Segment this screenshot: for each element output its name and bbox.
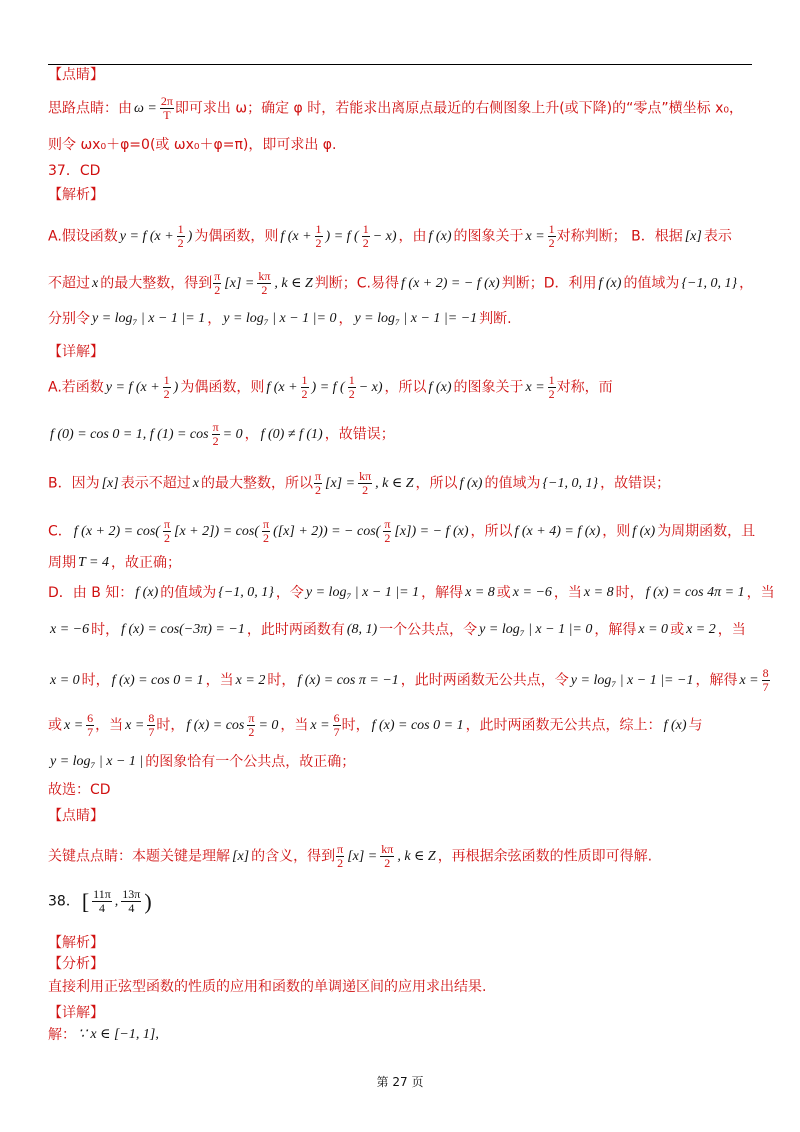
xiangjie-D-line-5: y = log₇ | x − 1 | 的图象恰有一个公共点，故正确； xyxy=(50,754,356,770)
key-point-line: 关键点点睛：本题关键是理解 [x] 的含义，得到 $\frac{\pi}{2}$ [x] = $\frac{k\pi}{2}$ , k ∈ Z ，再根据余弦函数的性质即可得解. xyxy=(48,842,653,870)
analysis-38: 直接利用正弦型函数的性质的应用和函数的单调递区间的应用求出结果. xyxy=(48,979,487,995)
question-37-number: 37．CD xyxy=(48,163,101,179)
xiangjie-D-line-1: D．由 B 知： f (x) 的值域为 {−1, 0, 1} ，令 y = log₇ | x − 1 |= 1 ，解得 x = 8 或 x = −6 ，当 x = 8 时， f (x) = cos 4π = 1 ，当 xyxy=(48,585,775,601)
heading-xiangjie-38: 【详解】 xyxy=(48,1005,104,1021)
hint-text: 思路点睛：由 xyxy=(48,100,132,117)
hint-line-1 xyxy=(48,95,743,122)
xiangjie-C-line: C． f (x + 2) = cos( $\frac{\pi}{2}$ [x + 2]) = cos( $\frac{\pi}{2}$ ([x] + 2)) = − cos( $\frac{\pi}{2}$ [x]) = − f (x) ，所以 f (x + 4) = f (x) ，则 f (x) 为周期函数，且 xyxy=(48,517,756,545)
frac-2pi-T: $\frac{2\pi}{T}$ xyxy=(160,94,173,122)
solution-38: 解： ∵ x ∈ [−1, 1], xyxy=(48,1027,159,1043)
frac-half: $\frac{1}{2}$ xyxy=(177,222,184,250)
heading-fenxi: 【分析】 xyxy=(48,956,104,972)
jiexi-line-3: 分别令 y = log₇ | x − 1 |= 1 ， y = log₇ | x − 1 |= 0 ， y = log₇ | x − 1 |= −1 判断. xyxy=(48,311,512,327)
page-footer: 第 27 页 xyxy=(376,1075,424,1089)
xiangjie-A-line-2: f (0) = cos 0 = 1, f (1) = cos $\frac{\pi}{2}$ = 0 ， f (0) ≠ f (1) ，故错误； xyxy=(50,420,395,448)
heading-dianjing-2: 【点睛】 xyxy=(48,808,104,824)
xiangjie-C-line-2: 周期 T = 4 ，故正确； xyxy=(48,555,181,571)
omega-formula: ω = xyxy=(134,100,157,116)
answer-37: 故选：CD xyxy=(48,782,111,798)
heading-jiexi: 【解析】 xyxy=(48,187,104,203)
jiexi-line-1: A.假设函数 y = f (x + $\frac{1}{2}$ ) 为偶函数，则 f (x + $\frac{1}{2}$ ) = f ( $\frac{1}{2}$ − x) ，由 f (x) 的图象关于 x = $\frac{1}{2}$ 对称判断； B．根据 [x] 表示 xyxy=(48,222,732,250)
xiangjie-A-line: A.若函数 y = f (x + $\frac{1}{2}$ ) 为偶函数，则 f (x + $\frac{1}{2}$ ) = f ( $\frac{1}{2}$ − x) ，所以 f (x) 的图象关于 x = $\frac{1}{2}$ 对称，而 xyxy=(48,373,613,401)
question-38-number: 38． xyxy=(48,893,80,910)
question-38-answer: 38．[ $\frac{11\pi}{4}$ , $\frac{13\pi}{4}$ ) xyxy=(48,887,152,915)
heading-jiexi-38: 【解析】 xyxy=(48,935,104,951)
xiangjie-D-line-4: 或 x = $\frac{6}{7}$ ，当 x = $\frac{8}{7}$ 时， f (x) = cos $\frac{\pi}{2}$ = 0 ，当 x = $\frac{6}{7}$ 时， f (x) = cos 0 = 1 ，此时两函数无公共点，综上： f (x) 与 xyxy=(48,711,703,739)
heading-xiangjie: 【详解】 xyxy=(48,344,104,360)
xiangjie-B-line: B．因为 [x] 表示不超过 x 的最大整数，所以 $\frac{\pi}{2}$ [x] = $\frac{k\pi}{2}$ , k ∈ Z ，所以 f (x) 的值域为 {−1, 0, 1} ，故错误； xyxy=(48,469,671,497)
heading-dianjing: 【点睛】 xyxy=(48,67,104,83)
hint-text: 即可求出 ω；确定 φ 时，若能求出离原点最近的右侧图象上升(或下降)的“零点”横坐标 x₀， xyxy=(174,100,743,117)
jiexi-line-2: 不超过 x 的最大整数，得到 $\frac{\pi}{2}$ [x] = $\frac{k\pi}{2}$ , k ∈ Z 判断；C.易得 f (x + 2) = − f (x) 判断；D．利用 f (x) 的值域为 {−1, 0, 1} ， xyxy=(48,269,754,297)
top-rule xyxy=(48,64,752,65)
hint-line-2: 则令 ωx₀＋φ=0(或 ωx₀＋φ=π)，即可求出 φ. xyxy=(48,137,337,153)
xiangjie-D-line-3: x = 0 时， f (x) = cos 0 = 1 ，当 x = 2 时， f (x) = cos π = −1 ，此时两函数无公共点，令 y = log₇ | x − 1 |= −1 ，解得 x = $\frac{8}{7}$ xyxy=(50,666,769,694)
xiangjie-D-line-2: x = −6 时， f (x) = cos(−3π) = −1 ，此时两函数有 (8, 1) 一个公共点，令 y = log₇ | x − 1 |= 0 ，解得 x = 0 或 x = 2 ，当 xyxy=(50,622,746,638)
